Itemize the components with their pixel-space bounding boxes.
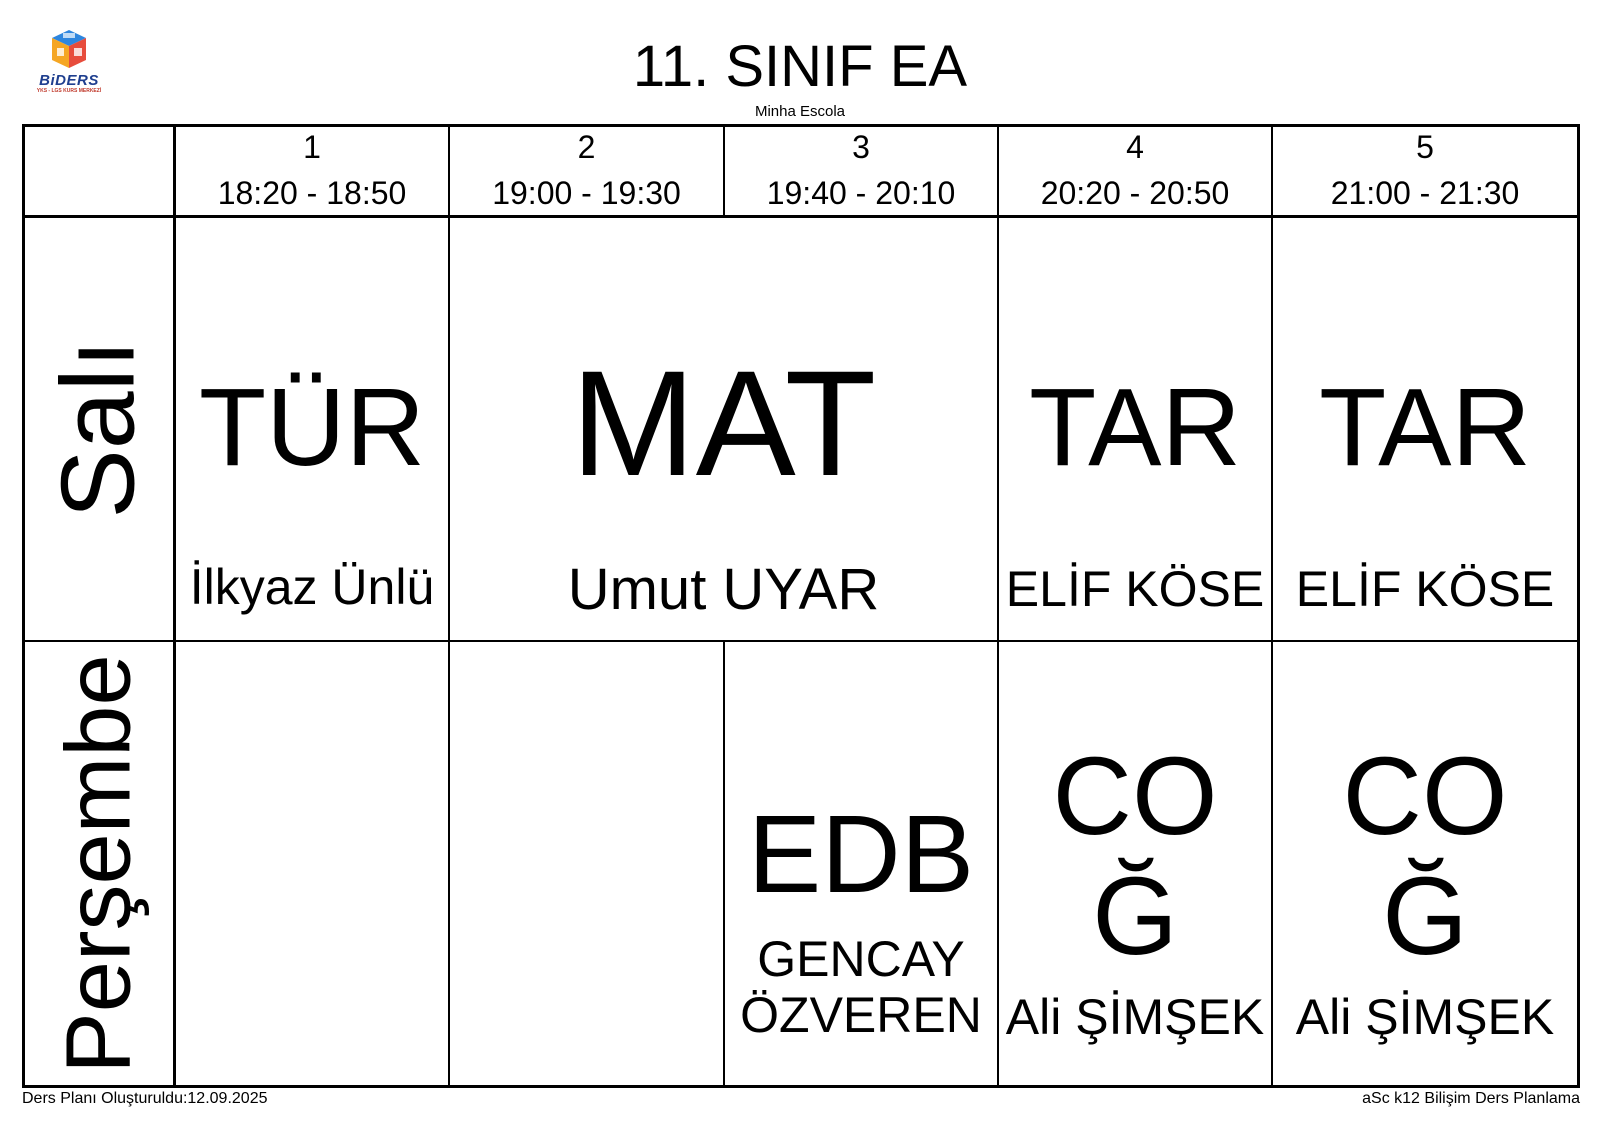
period-header-3	[725, 124, 997, 217]
lesson-cell	[999, 642, 1271, 1085]
period-time: 20:20 - 20:50	[1040, 175, 1230, 211]
period-number: 1	[303, 129, 321, 165]
lesson-subject: EDB	[747, 793, 975, 916]
day-label-sali	[25, 218, 173, 640]
lesson-subject: TAR	[1029, 366, 1241, 489]
period-header-5	[1273, 124, 1577, 217]
lesson-subject: Ğ	[1382, 855, 1468, 978]
lesson-subject: TAR	[1319, 366, 1531, 489]
lesson-cell	[1273, 218, 1577, 640]
day-name: Salı	[41, 339, 157, 519]
lesson-subject: CO	[1052, 735, 1218, 858]
lesson-subject: CO	[1342, 735, 1508, 858]
school-name: Minha Escola	[754, 103, 846, 120]
period-header-1	[176, 124, 448, 217]
lesson-teacher: ELİF KÖSE	[1005, 561, 1265, 617]
lesson-teacher: ÖZVEREN	[740, 987, 982, 1043]
timetable-grid	[22, 124, 1580, 1088]
lesson-teacher: Ali ŞİMŞEK	[1005, 989, 1265, 1045]
period-time: 19:00 - 19:30	[492, 175, 681, 211]
logo-wordmark: BiDERS	[39, 72, 99, 89]
day-label-persembe	[25, 642, 173, 1085]
lesson-subject: MAT	[570, 339, 877, 507]
lesson-cell	[999, 218, 1271, 640]
created-date: Ders Planı Oluşturuldu:12.09.2025	[22, 1090, 268, 1107]
period-number: 2	[577, 129, 596, 165]
software-credit: aSc k12 Bilişim Ders Planlama	[1362, 1090, 1580, 1107]
lesson-subject: TÜR	[198, 366, 426, 489]
lesson-teacher: ELİF KÖSE	[1295, 561, 1555, 617]
lesson-cell	[450, 218, 997, 640]
lesson-cell	[725, 642, 997, 1085]
period-time: 21:00 - 21:30	[1330, 175, 1520, 211]
lesson-teacher: Umut UYAR	[567, 557, 880, 622]
day-name: Perşembe	[48, 653, 150, 1074]
period-number: 3	[852, 129, 870, 165]
lesson-cell	[176, 218, 448, 640]
page-title: 11. SINIF EA	[632, 34, 968, 99]
lesson-teacher: İlkyaz Ünlü	[189, 559, 435, 615]
lesson-teacher: Ali ŞİMŞEK	[1295, 989, 1555, 1045]
lesson-teacher: GENCAY	[757, 931, 965, 987]
lesson-cell	[1273, 642, 1577, 1085]
period-header-2	[450, 124, 723, 217]
period-header-4	[999, 124, 1271, 217]
period-number: 4	[1126, 129, 1144, 165]
logo-subtitle: YKS - LGS KURS MERKEZİ	[36, 88, 102, 94]
period-number: 5	[1416, 129, 1434, 165]
period-time: 18:20 - 18:50	[217, 175, 407, 211]
lesson-subject: Ğ	[1092, 855, 1178, 978]
period-time: 19:40 - 20:10	[766, 175, 956, 211]
